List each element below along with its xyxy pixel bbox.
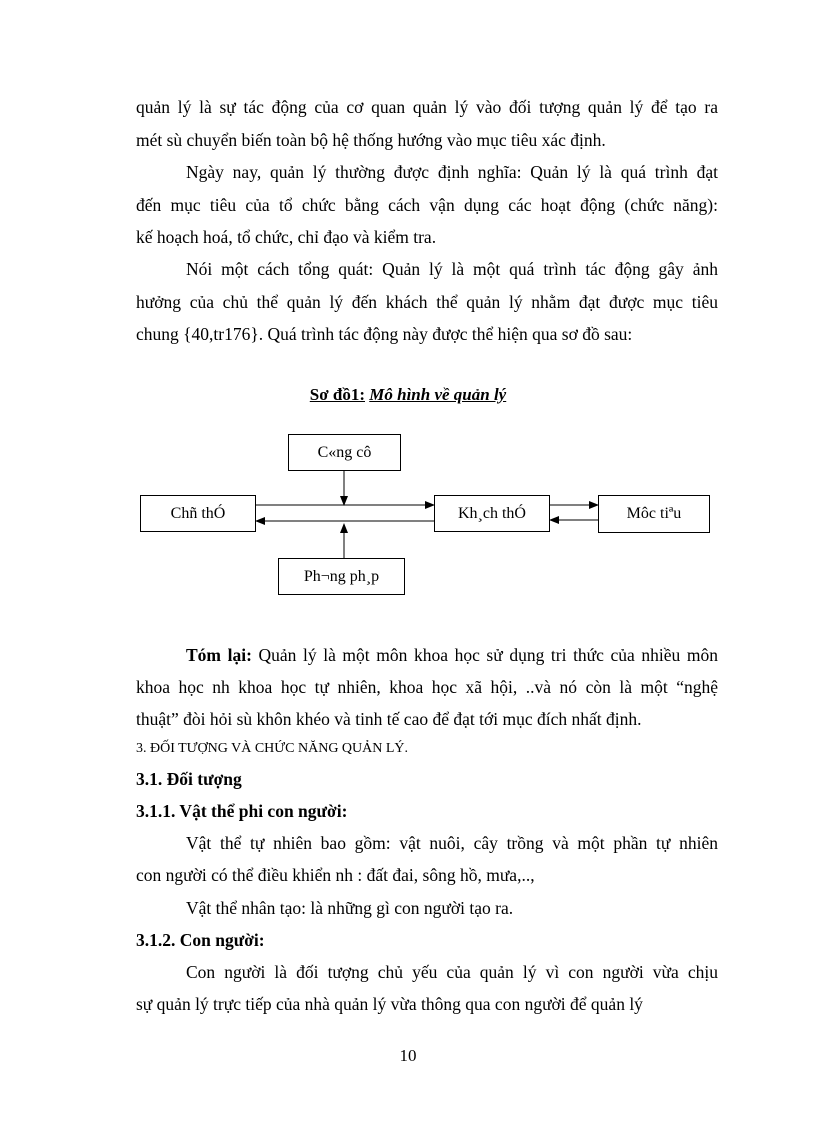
paragraph3-line2: hưởng của chủ thể quản lý đến khách thể quản lý nhằm đạt được mục tiêu <box>136 292 718 312</box>
paragraph1-line2: mét sù chuyển biến toàn bộ hệ thống hướng vào mục tiêu xác định. <box>136 130 606 150</box>
paragraph2-line1: Ngày nay, quản lý thường được định nghĩa: Quản lý là quá trình đạt <box>186 162 718 182</box>
section311-p1-line1: Vật thể tự nhiên bao gồm: vật nuôi, cây trồng và một phần tự nhiên <box>186 833 718 853</box>
paragraph1-line1: quản lý là sự tác động của cơ quan quản lý vào đối tượng quản lý để tạo ra <box>136 97 718 117</box>
section31-heading: 3.1. Đối tượng <box>136 769 242 789</box>
paragraph4-line1-rest: Quản lý là một môn khoa học sử dụng tri thức của nhiều môn <box>251 645 718 665</box>
paragraph3-line3: chung {40,tr176}. Quá trình tác động này được thể hiện qua sơ đồ sau: <box>136 324 633 344</box>
paragraph3-line1: Nói một cách tổng quát: Quản lý là một quá trình tác động gây ảnh <box>186 259 718 279</box>
paragraph4-line2: khoa học nh khoa học tự nhiên, khoa học xã hội, ..và nó còn là một “nghệ <box>136 677 718 697</box>
section3-heading: 3. ĐỐI TƯỢNG VÀ CHỨC NĂNG QUẢN LÝ. <box>136 741 409 756</box>
diagram-caption-title: Mô hình về quản lý <box>369 385 507 404</box>
section312-heading: 3.1.2. Con người: <box>136 930 265 950</box>
section312-p1-line2: sự quản lý trực tiếp của nhà quản lý vừa thông qua con người để quản lý <box>136 994 643 1014</box>
box-goal: Môc tiªu <box>598 495 710 533</box>
paragraph4-line3: thuật” đòi hỏi sù khôn khéo và tinh tế cao để đạt tới mục đích nhất định. <box>136 709 642 729</box>
paragraph2-line3: kế hoạch hoá, tổ chức, chỉ đạo và kiểm tra. <box>136 227 437 247</box>
paragraph4-line1 <box>186 644 718 666</box>
box-tools: C«ng cô <box>288 434 401 471</box>
diagram-caption-label: Sơ đồ1: <box>309 385 365 404</box>
page-number: 10 <box>399 1046 417 1065</box>
section311-heading: 3.1.1. Vật thể phi con người: <box>136 801 348 821</box>
section311-p1-line2: con người có thể điều khiển nh : đất đai, sông hồ, mưa,.., <box>136 865 535 885</box>
paragraph4-lead: Tóm lại: <box>186 645 252 665</box>
box-subject: Chñ thÓ <box>140 495 256 532</box>
box-object: Kh¸ch thÓ <box>434 495 550 532</box>
paragraph2-line2: đến mục tiêu của tổ chức bằng cách vận dụng các hoạt động (chức năng): <box>136 195 718 215</box>
section312-p1-line1: Con người là đối tượng chủ yếu của quản lý vì con người vừa chịu <box>186 962 718 982</box>
section311-p2-line1: Vật thể nhân tạo: là những gì con người tạo ra. <box>186 898 514 918</box>
box-method: Ph¬ng ph¸p <box>278 558 405 595</box>
